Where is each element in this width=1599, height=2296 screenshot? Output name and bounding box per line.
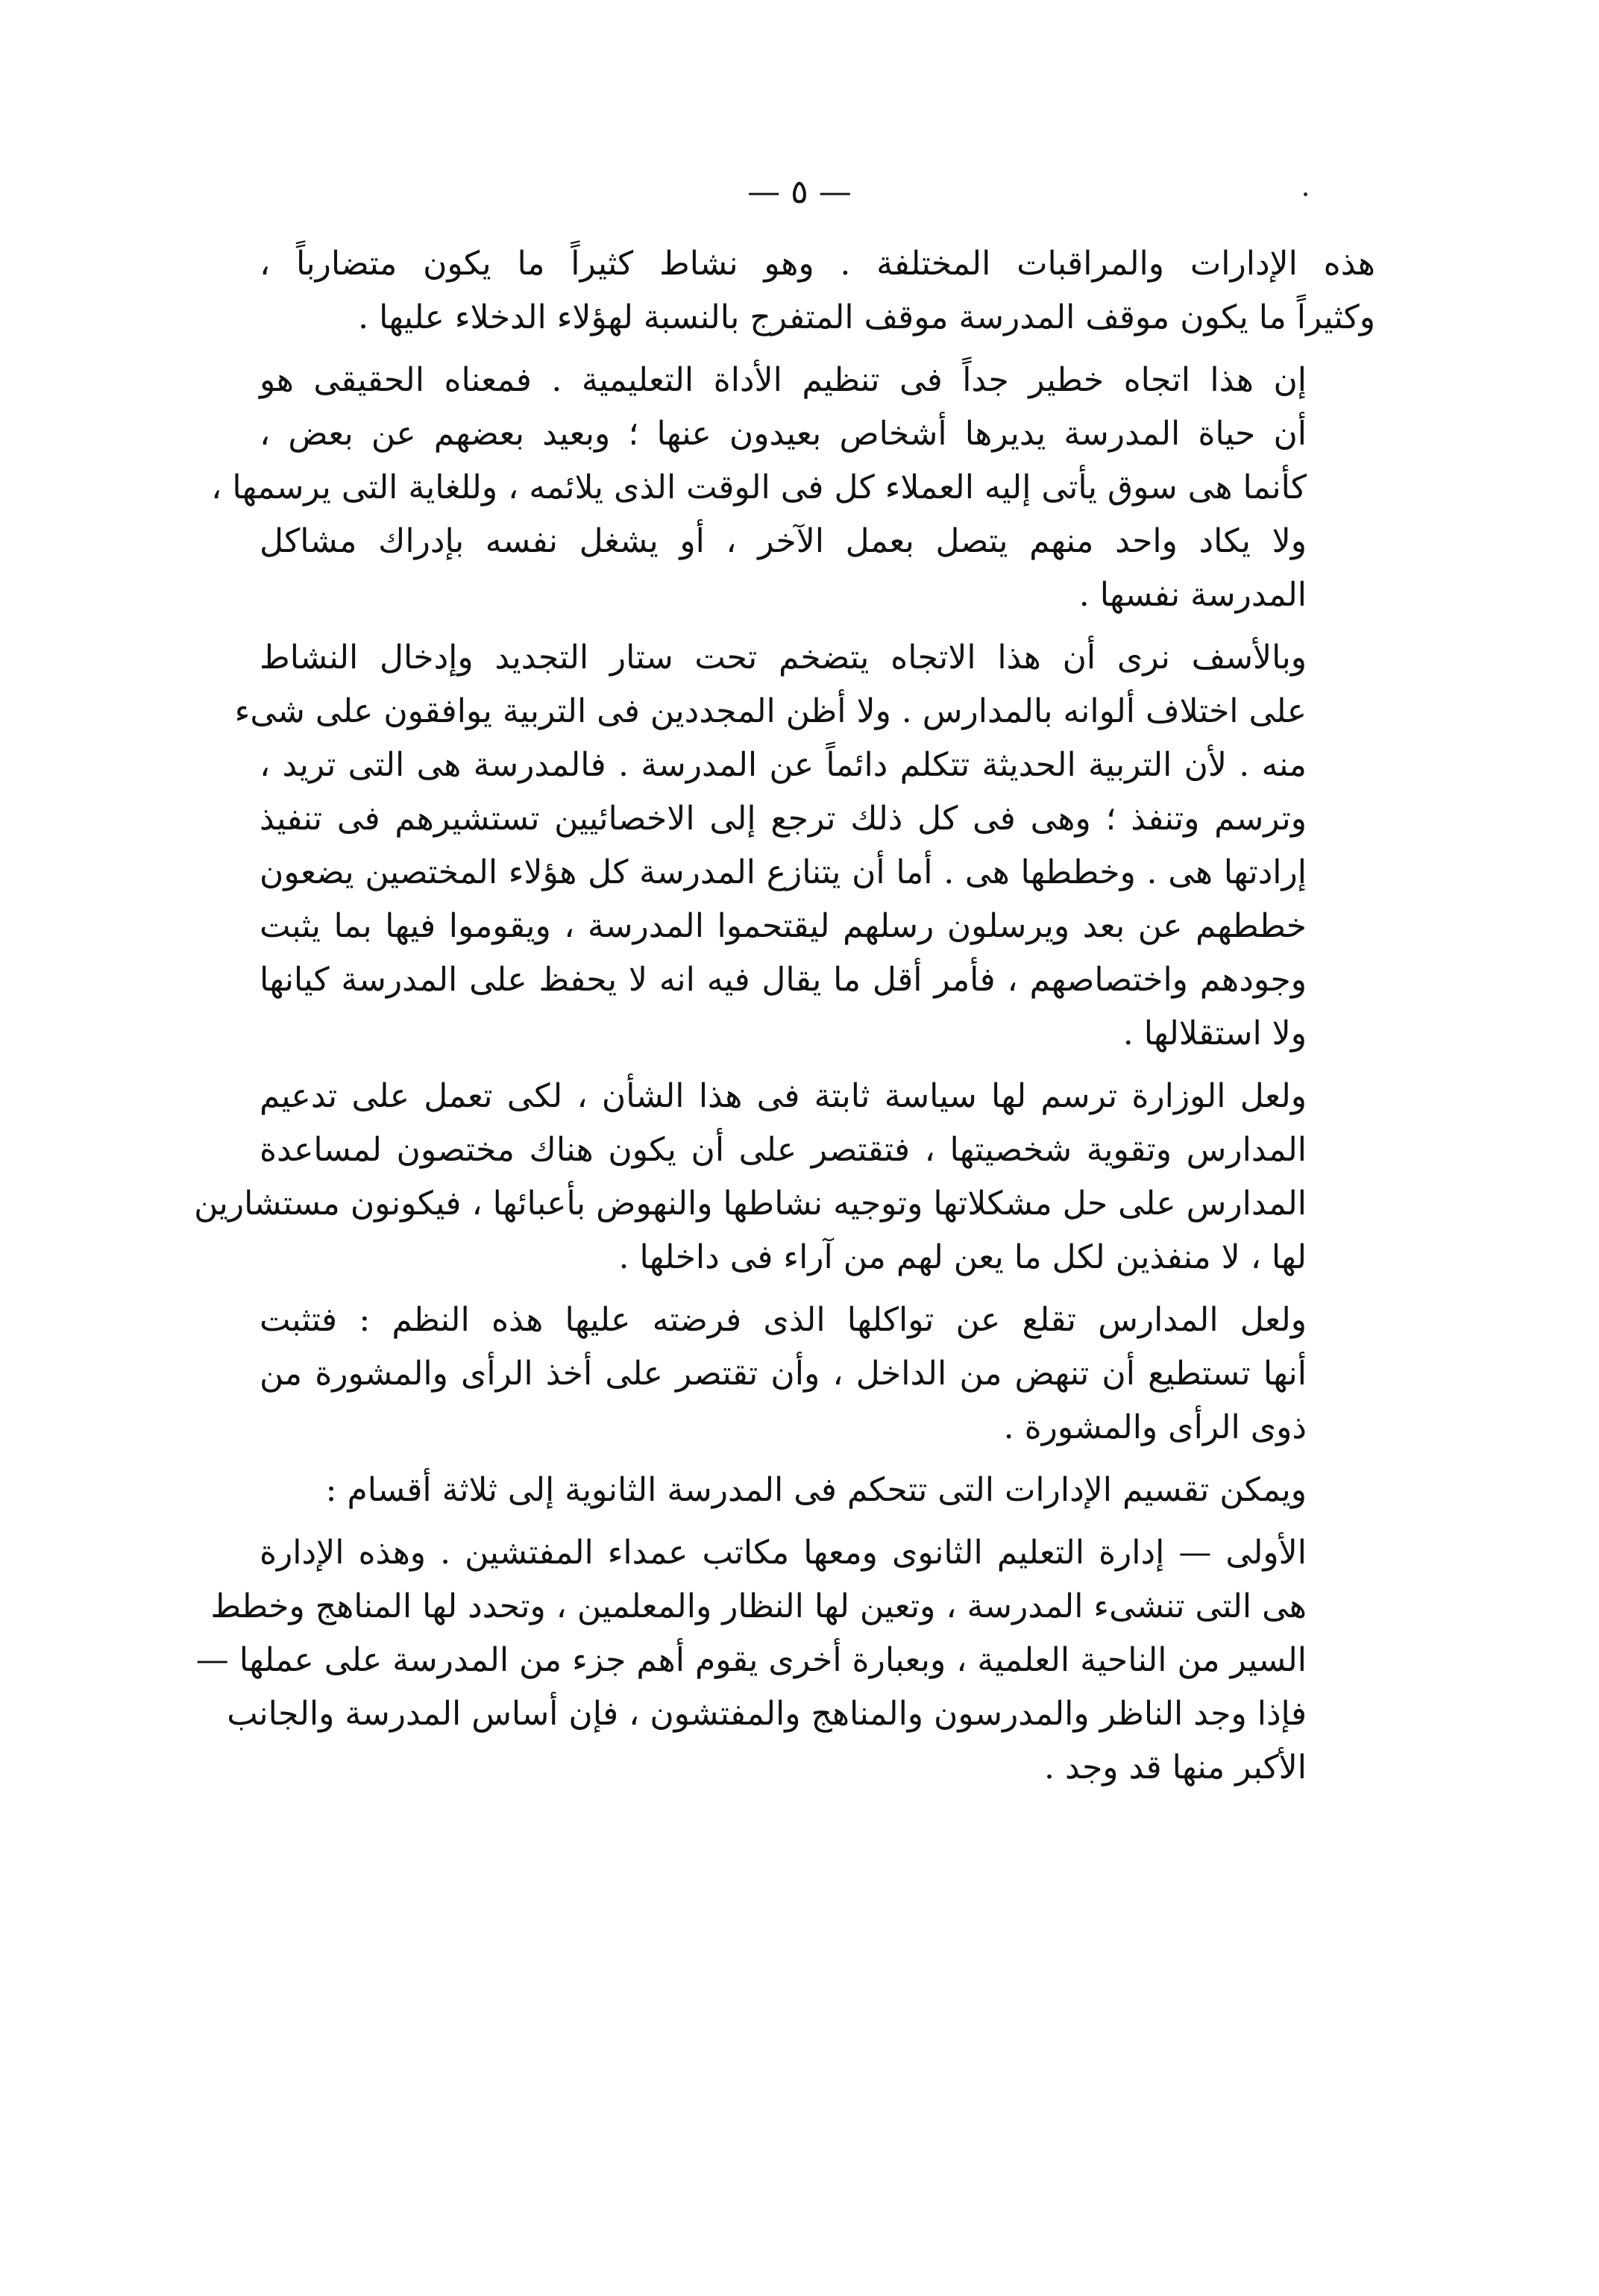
page-number: — ٥ —: [747, 173, 852, 211]
scan-speck: [1304, 192, 1307, 196]
text-line: لها ، لا منفذين لكل ما يعن لهم من آراء فى داخلها .: [618, 1238, 1307, 1276]
text-line: السير من الناحية العلمية ، وبعبارة أخرى يقوم أهم جزء من المدرسة على عملها —: [195, 1641, 1307, 1679]
text-line: وبالأسف نرى أن هذا الاتجاه يتضخم تحت ستار التجديد وإدخال النشاط: [260, 639, 1307, 677]
text-line: فإذا وجد الناظر والمدرسون والمناهج والمفتشون ، فإن أساس المدرسة والجانب: [227, 1695, 1307, 1733]
text-line: المدارس وتقوية شخصيتها ، فتقتصر على أن يكون هناك مختصون لمساعدة: [260, 1131, 1307, 1169]
text-line: ولعل الوزارة ترسم لها سياسة ثابتة فى هذا الشأن ، لكى تعمل على تدعيم: [260, 1077, 1307, 1115]
text-line: خططهم عن بعد ويرسلون رسلهم ليقتحموا المدرسة ، ويقوموا فيها بما يثبت: [260, 907, 1307, 945]
text-line: وترسم وتنفذ ؛ وهى فى كل ذلك ترجع إلى الاخصائيين تستشيرهم فى تنفيذ: [260, 800, 1307, 838]
paragraph: [234, 631, 1375, 1061]
body-text: [194, 237, 1375, 1804]
text-line: ذوى الرأى والمشورة .: [1003, 1408, 1307, 1446]
text-line: الأكبر منها قد وجد .: [1044, 1748, 1307, 1787]
text-line: هذه الإدارات والمراقبات المختلفة . وهو نشاط كثيراً ما يكون متضارباً ،: [260, 245, 1375, 283]
paragraph: [195, 1526, 1375, 1795]
paragraph: [260, 237, 1375, 345]
text-line: كأنما هى سوق يأتى إليه العملاء كل فى الوقت الذى يلائمه ، وللغاية التى يرسمها ،: [211, 468, 1307, 506]
text-line: هى التى تنشىء المدرسة ، وتعين لها النظار والمعلمين ، وتحدد لها المناهج وخطط: [210, 1587, 1307, 1625]
paragraph: [211, 354, 1375, 622]
text-line: الأولى — إدارة التعليم الثانوى ومعها مكاتب عمداء المفتشين . وهذه الإدارة: [260, 1534, 1307, 1572]
text-line: ويمكن تقسيم الإدارات التى تتحكم فى المدرسة الثانوية إلى ثلاثة أقسام :: [325, 1471, 1307, 1509]
text-line: وجودهم واختصاصهم ، فأمر أقل ما يقال فيه انه لا يحفظ على المدرسة كيانها: [260, 961, 1307, 999]
text-line: إن هذا اتجاه خطير جداً فى تنظيم الأداة التعليمية . فمعناه الحقيقى هو: [260, 361, 1307, 399]
text-line: ولا استقلالها .: [1122, 1014, 1307, 1053]
text-line: أنها تستطيع أن تنهض من الداخل ، وأن تقتصر على أخذ الرأى والمشورة من: [260, 1355, 1307, 1393]
text-line: على اختلاف ألوانه بالمدارس . ولا أظن المجددين فى التربية يوافقون على شىء: [234, 692, 1307, 730]
text-line: وكثيراً ما يكون موقف المدرسة موقف المتفرج بالنسبة لهؤلاء الدخلاء عليها .: [358, 298, 1375, 336]
text-line: أن حياة المدرسة يديرها أشخاص بعيدون عنها ؛ وبعيد بعضهم عن بعض ،: [260, 415, 1307, 453]
text-line: منه . لأن التربية الحديثة تتكلم دائماً عن المدرسة . فالمدرسة هى التى تريد ،: [260, 746, 1307, 784]
text-line: إرادتها هى . وخططها هى . أما أن يتنازع المدرسة كل هؤلاء المختصين يضعون: [260, 853, 1307, 891]
text-line: ولا يكاد واحد منهم يتصل بعمل الآخر ، أو يشغل نفسه بإدراك مشاكل: [260, 522, 1307, 560]
text-line: المدارس على حل مشكلاتها وتوجيه نشاطها والنهوض بأعبائها ، فيكونون مستشارين: [194, 1185, 1307, 1223]
paragraph: [260, 1464, 1375, 1517]
text-line: المدرسة نفسها .: [1078, 576, 1307, 614]
paragraph: [260, 1293, 1375, 1455]
paragraph: [194, 1070, 1375, 1285]
text-line: ولعل المدارس تقلع عن تواكلها الذى فرضته عليها هذه النظم : فتثبت: [260, 1301, 1307, 1339]
